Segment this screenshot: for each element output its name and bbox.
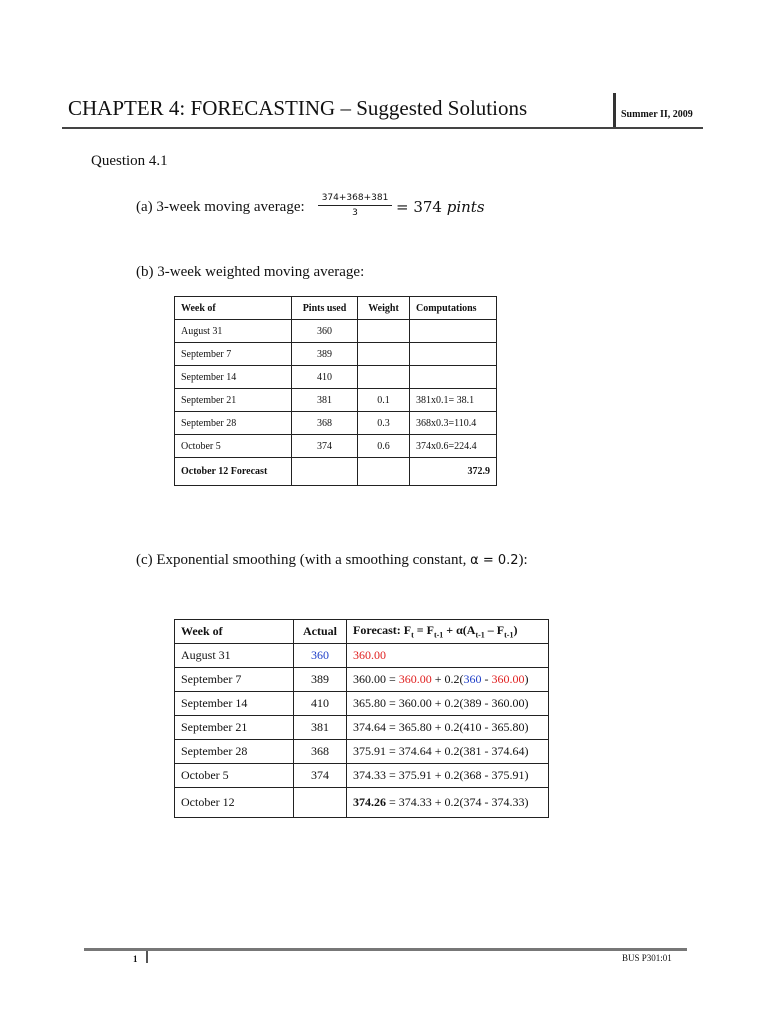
- week-cell: September 28: [175, 740, 294, 764]
- table-cell: 368: [292, 412, 358, 435]
- table-row: [175, 644, 549, 668]
- table-row: [175, 668, 549, 692]
- actual-cell: 381: [294, 716, 347, 740]
- table-cell: 381: [292, 389, 358, 412]
- header-text: = F: [413, 623, 434, 638]
- page-number: 1: [133, 954, 138, 964]
- term-label: Summer II, 2009: [621, 109, 693, 120]
- table-row: [175, 788, 549, 818]
- table-cell: 381x0.1= 38.1: [410, 389, 497, 412]
- formula-part: 360.00 =: [353, 672, 399, 686]
- table-cell: 410: [292, 366, 358, 389]
- column-header: Actual: [294, 620, 347, 644]
- question-heading: Question 4.1: [91, 153, 168, 169]
- subscript: t-1: [475, 630, 485, 640]
- forecast-total-row: [175, 458, 497, 486]
- footer-rule: [84, 948, 687, 951]
- weighted-average-table: [174, 296, 497, 486]
- column-header: Computations: [410, 297, 497, 320]
- actual-cell: [294, 788, 347, 818]
- result-unit: pints: [446, 198, 485, 216]
- table-cell: September 21: [175, 389, 292, 412]
- table-row: [175, 412, 497, 435]
- week-cell: October 5: [175, 764, 294, 788]
- week-cell: August 31: [175, 644, 294, 668]
- column-header: Pints used: [292, 297, 358, 320]
- forecast-cell: [347, 740, 549, 764]
- header-text: + α(A: [443, 623, 476, 638]
- formula-part: 360: [463, 672, 482, 686]
- forecast-value: 372.9: [410, 458, 497, 486]
- actual-cell: 389: [294, 668, 347, 692]
- table-cell: 0.3: [358, 412, 410, 435]
- part-c-text-end: ):: [518, 552, 528, 568]
- table-row: [175, 320, 497, 343]
- table-row: [175, 435, 497, 458]
- table-cell: [410, 366, 497, 389]
- forecast-cell: [347, 692, 549, 716]
- formula-part: 360.00: [491, 672, 525, 686]
- header-text: ): [513, 623, 518, 638]
- formula-part: = 374.33 + 0.2(374 - 374.33): [386, 795, 529, 809]
- column-header: Week of: [175, 297, 292, 320]
- footer-divider: [146, 951, 148, 963]
- header-rule: [62, 127, 703, 129]
- exponential-smoothing-table: [174, 619, 549, 818]
- formula-part: 374.26: [353, 795, 386, 809]
- moving-average-result: [396, 198, 485, 216]
- result-value: = 374: [396, 198, 447, 216]
- table-cell: 368x0.3=110.4: [410, 412, 497, 435]
- table-cell: [292, 458, 358, 486]
- fraction-numerator: 374+368+381: [318, 193, 392, 206]
- actual-cell: 360: [294, 644, 347, 668]
- forecast-cell: [347, 644, 549, 668]
- formula-part: + 0.2(: [431, 672, 464, 686]
- week-cell: September 14: [175, 692, 294, 716]
- table-row: [175, 343, 497, 366]
- table-cell: [410, 343, 497, 366]
- table-row: [175, 366, 497, 389]
- subscript: t-1: [433, 630, 444, 640]
- part-a-label: (a) 3-week moving average:: [136, 199, 305, 215]
- actual-cell: 368: [294, 740, 347, 764]
- table-cell: 389: [292, 343, 358, 366]
- table-cell: [358, 458, 410, 486]
- formula-part: ): [524, 672, 529, 686]
- table-row: [175, 716, 549, 740]
- table-cell: September 28: [175, 412, 292, 435]
- week-cell: October 12: [175, 788, 294, 818]
- table-row: [175, 764, 549, 788]
- table-cell: [358, 343, 410, 366]
- formula-part: 375.91 = 374.64 + 0.2(381 - 374.64): [353, 744, 529, 758]
- table-cell: [410, 320, 497, 343]
- part-c-text: (c) Exponential smoothing (with a smoothing constant,: [136, 552, 471, 568]
- formula-part: 374.64 = 365.80 + 0.2(410 - 365.80): [353, 720, 529, 734]
- formula-part: 365.80 = 360.00 + 0.2(389 - 360.00): [353, 696, 529, 710]
- table-cell: September 7: [175, 343, 292, 366]
- alpha-equation: α = 0.2: [470, 553, 519, 568]
- header-divider: [613, 93, 616, 129]
- subscript: t-1: [504, 630, 514, 640]
- table-row: [175, 740, 549, 764]
- table-cell: October 5: [175, 435, 292, 458]
- forecast-cell: [347, 764, 549, 788]
- table-row: [175, 692, 549, 716]
- table-cell: 0.1: [358, 389, 410, 412]
- table-cell: [358, 320, 410, 343]
- table-header-row: [175, 620, 549, 644]
- fraction-denominator: 3: [352, 208, 358, 218]
- part-c-label: [136, 552, 528, 569]
- header-text: – F: [484, 623, 505, 638]
- column-header: Week of: [175, 620, 294, 644]
- table-cell: [358, 366, 410, 389]
- table-cell: 374: [292, 435, 358, 458]
- moving-average-fraction: [318, 193, 392, 218]
- actual-cell: 410: [294, 692, 347, 716]
- table-cell: September 14: [175, 366, 292, 389]
- course-code: BUS P301:01: [622, 953, 672, 963]
- table-cell: 374x0.6=224.4: [410, 435, 497, 458]
- column-header: Weight: [358, 297, 410, 320]
- chapter-title: CHAPTER 4: FORECASTING – Suggested Solutions: [68, 96, 528, 120]
- part-b-label: (b) 3-week weighted moving average:: [136, 264, 365, 280]
- formula-part: 360.00: [353, 648, 386, 662]
- table-cell: August 31: [175, 320, 292, 343]
- week-cell: September 21: [175, 716, 294, 740]
- subscript: t: [411, 630, 414, 640]
- formula-part: 374.33 = 375.91 + 0.2(368 - 375.91): [353, 768, 529, 782]
- forecast-label: October 12 Forecast: [175, 458, 292, 486]
- actual-cell: 374: [294, 764, 347, 788]
- formula-part: 360.00: [398, 672, 432, 686]
- forecast-cell: [347, 788, 549, 818]
- table-cell: 360: [292, 320, 358, 343]
- header-text: Forecast: F: [353, 623, 412, 638]
- table-cell: 0.6: [358, 435, 410, 458]
- forecast-cell: [347, 716, 549, 740]
- week-cell: September 7: [175, 668, 294, 692]
- table-header-row: [175, 297, 497, 320]
- formula-part: -: [481, 672, 492, 686]
- forecast-cell: [347, 668, 549, 692]
- forecast-formula-header: [347, 620, 549, 644]
- table-row: [175, 389, 497, 412]
